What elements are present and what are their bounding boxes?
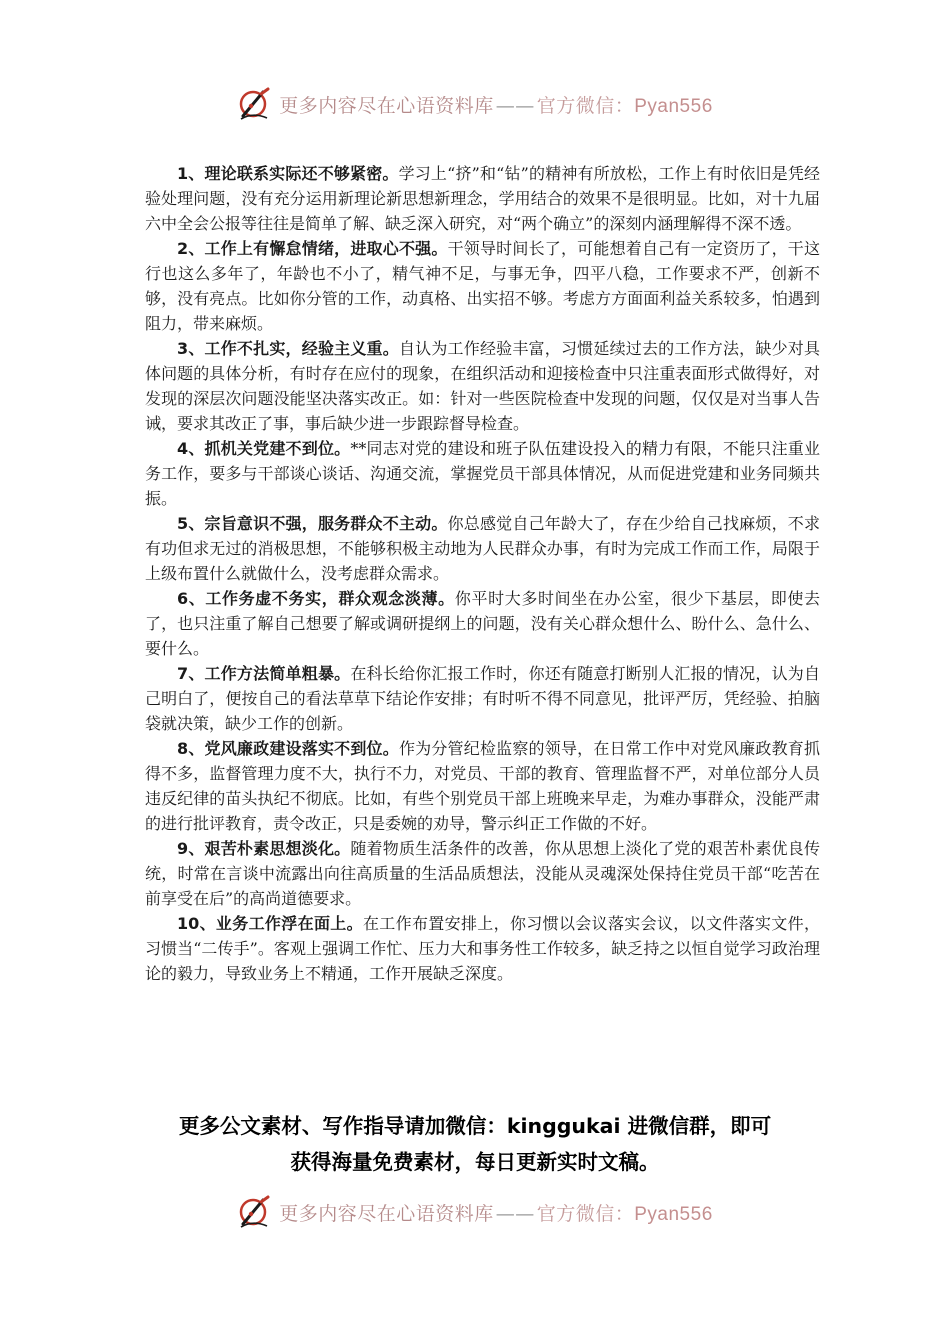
banner-dash: —— [495, 94, 535, 117]
paragraph-text: 作为分管纪检监察的领导，在日常工作中对党风廉政教育抓得不多，监督管理力度不大，执行不力，对党员、干部的教育、管理监督不严，对单位部分人员违反纪律的苗头执纪不彻底。比如，有些个别党员干部上班晚来早走，为难办事群众，没能严肃的进行批评教育，责令改正，只是委婉的劝导，警示纠正工作做的不好。 [145, 739, 820, 833]
pen-logo-icon [237, 86, 273, 122]
paragraph-text: 学习上“挤”和“钻”的精神有所放松，工作上有时依旧是凭经验处理问题，没有充分运用新理论新思想新理念，学用结合的效果不是很明显。比如，对十九届六中全会公报等往往是简单了解、缺乏深入研究，对“两个确立”的深刻内涵理解得不深不透。 [145, 164, 820, 233]
header-banner [0, 84, 950, 124]
banner-dash: —— [495, 1202, 535, 1225]
paragraph-5 [145, 511, 820, 586]
paragraph-text: 你总感觉自己年龄大了，存在少给自己找麻烦，不求有功但求无过的消极思想，不能够积极主动地为人民群众办事，有时为完成工作而工作，局限于上级布置什么就做什么，没考虑群众需求。 [145, 514, 820, 583]
paragraph-heading: 5、宗旨意识不强，服务群众不主动。 [177, 514, 448, 533]
paragraph-heading: 3、工作不扎实，经验主义重。 [177, 339, 399, 358]
header-banner-text [279, 91, 713, 118]
paragraph-text: 干领导时间长了，可能想着自己有一定资历了，干这行也这么多年了，年龄也不小了，精气神不足，与事无争，四平八稳，工作要求不严，创新不够，没有亮点。比如你分管的工作，动真格、出实招不够。考虑方方面面利益关系较多，怕遇到阻力，带来麻烦。 [145, 239, 820, 333]
promo-line-2: 获得海量免费素材，每日更新实时文稿。 [290, 1150, 660, 1174]
document-body [145, 161, 820, 986]
banner-main-text: 更多内容尽在心语资料库 [279, 1202, 494, 1225]
paragraph-heading: 2、工作上有懈怠情绪，进取心不强。 [177, 239, 448, 258]
paragraph-heading: 6、工作务虚不务实，群众观念淡薄。 [177, 589, 455, 608]
footer-banner [0, 1192, 950, 1232]
paragraph-8 [145, 736, 820, 836]
paragraph-text: **同志对党的建设和班子队伍建设投入的精力有限，不能只注重业务工作，要多与干部谈心谈话、沟通交流，掌握党员干部具体情况，从而促进党建和业务同频共振。 [145, 439, 820, 508]
paragraph-2 [145, 236, 820, 336]
paragraph-text: 在工作布置安排上，你习惯以会议落实会议，以文件落实文件，习惯当“二传手”。客观上强调工作忙、压力大和事务性工作较多，缺乏持之以恒自觉学习政治理论的毅力，导致业务上不精通，工作开展缺乏深度。 [145, 914, 820, 983]
paragraph-6 [145, 586, 820, 661]
paragraph-heading: 10、业务工作浮在面上。 [177, 914, 363, 933]
banner-wechat-id: Pyan556 [634, 95, 713, 117]
banner-main-text: 更多内容尽在心语资料库 [279, 94, 494, 117]
paragraph-3 [145, 336, 820, 436]
banner-wechat-label: 官方微信： [536, 94, 635, 117]
pen-logo-icon [237, 1194, 273, 1230]
paragraph-heading: 7、工作方法简单粗暴。 [177, 664, 351, 683]
paragraph-7 [145, 661, 820, 736]
paragraph-text: 你平时大多时间坐在办公室，很少下基层，即使去了，也只注重了解自己想要了解或调研提纲上的问题，没有关心群众想什么、盼什么、急什么、要什么。 [145, 589, 820, 658]
paragraph-heading: 9、艰苦朴素思想淡化。 [177, 839, 351, 858]
banner-wechat-label: 官方微信： [536, 1202, 635, 1225]
paragraph-heading: 4、抓机关党建不到位。 [177, 439, 351, 458]
paragraph-text: 自认为工作经验丰富，习惯延续过去的工作方法，缺少对具体问题的具体分析，有时存在应付的现象，在组织活动和迎接检查中只注重表面形式做得好，对发现的深层次问题没能坚决落实改正。如：针对一些医院检查中发现的问题，仅仅是对当事人告诫，要求其改正了事，事后缺少进一步跟踪督导检查。 [145, 339, 820, 433]
promo-notice [120, 1108, 830, 1180]
paragraph-9 [145, 836, 820, 911]
paragraph-10 [145, 911, 820, 986]
paragraph-heading: 1、理论联系实际还不够紧密。 [177, 164, 399, 183]
promo-line-1: 更多公文素材、写作指导请加微信：kinggukai 进微信群，即可 [178, 1114, 772, 1138]
banner-wechat-id: Pyan556 [634, 1203, 713, 1225]
paragraph-text: 随着物质生活条件的改善，你从思想上淡化了党的艰苦朴素优良传统，时常在言谈中流露出向往高质量的生活品质想法，没能从灵魂深处保持住党员干部“吃苦在前享受在后”的高尚道德要求。 [145, 839, 820, 908]
paragraph-text: 在科长给你汇报工作时，你还有随意打断别人汇报的情况，认为自己明白了，便按自己的看法草草下结论作安排；有时听不得不同意见，批评严厉，凭经验、拍脑袋就决策，缺少工作的创新。 [145, 664, 820, 733]
paragraph-1 [145, 161, 820, 236]
paragraph-heading: 8、党风廉政建设落实不到位。 [177, 739, 399, 758]
paragraph-4 [145, 436, 820, 511]
footer-banner-text [279, 1199, 713, 1226]
